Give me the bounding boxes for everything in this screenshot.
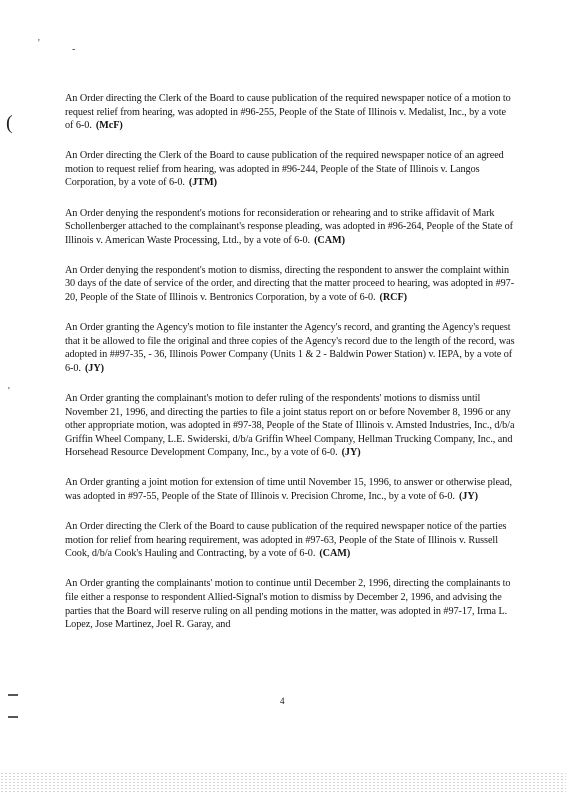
scan-speck: -: [72, 44, 76, 55]
order-paragraph: [65, 321, 515, 375]
order-paragraph: [65, 264, 515, 305]
commissioner-initials: (JY): [84, 362, 104, 374]
paragraph-text: An Order directing the Clerk of the Board to cause publication of the required newspaper notice of the parties motion for relief from hearing requirement, was adopted in #97-63, People of the State of Illinois v. Russell Cook, d/b/a Cook's Hauling and Contracting, by a vote of 6-0.: [65, 521, 507, 560]
paragraph-text: An Order granting a joint motion for extension of time until November 15, 1996, to answer or otherwise plead, was adopted in #97-55, People of the State of Illinois v. Precision Chrome, Inc., by a vote of 6-0.: [65, 477, 512, 503]
paragraph-text: An Order granting the complainants' motion to continue until December 2, 1996, directing the complainants to file either a response to respondent Allied-Signal's motion to dismiss by December 2, 1996, and advising the parties that the Board will reserve ruling on all pending motions in the matter, was adopted in #97-17, Irma L. Lopez, Jose Martinez, Joel R. Garay, and: [65, 578, 511, 631]
page-number: 4: [280, 696, 285, 706]
document-body: [65, 92, 515, 648]
commissioner-initials: (JY): [458, 491, 478, 503]
commissioner-initials: (JY): [341, 447, 361, 459]
paragraph-text: An Order granting the complainant's motion to defer ruling of the respondents' motions to dismiss until November 21, 1996, and directing the parties to file a joint status report on or before November 8, 1996 or any other appropriate motion, was adopted in #97-38, People of the State of Illinois v. Amsted Industries, Inc., d/b/a Griffin Wheel Company, L.E. Swiderski, d/b/a Griffin Wheel Company, Hellman Trucking Company, Inc., and Horsehead Resource Development Company, Inc., by a vote of 6-0.: [65, 393, 515, 459]
scan-noise-strip: [0, 772, 566, 794]
paragraph-text: An Order denying the respondent's motion to dismiss, directing the respondent to answer the complaint within 30 days of the date of service of the order, and directing that the matter proceed to hearing, was adopted in #97-20, People of the State of Illinois v. Bentronics Corporation, by a vote of 6-0.: [65, 264, 515, 304]
order-paragraph: [65, 577, 515, 631]
scan-speck: [8, 716, 18, 718]
scan-speck: ': [38, 38, 40, 49]
paragraph-text: An Order denying the respondent's motions for reconsideration or rehearing and to strike affidavit of Mark Schollenberger attached to the complainant's response pleading, was adopted in #96-264, People of the State of Illinois v. American Waste Processing, Ltd., by a vote of 6-0.: [65, 207, 513, 246]
scan-speck: [8, 694, 18, 696]
order-paragraph: [65, 392, 515, 460]
order-paragraph: [65, 520, 515, 561]
order-paragraph: [65, 476, 515, 503]
commissioner-initials: (CAM): [319, 548, 351, 560]
commissioner-initials: (JTM): [188, 177, 217, 189]
paragraph-text: An Order granting the Agency's motion to file instanter the Agency's record, and granting the Agency's request that it be allowed to file the original and three copies of the Agency's record due to the length of the record, was adopted in ##97-35, - 36, Illinois Power Company (Units 1 & 2 - Baldwin Power Station) v. IEPA, by a vote of 6-0.: [65, 322, 515, 374]
commissioner-initials: (CAM): [314, 234, 345, 246]
margin-paren-mark: (: [6, 112, 13, 134]
paragraph-text: An Order directing the Clerk of the Board to cause publication of the required newspaper notice of an agreed motion to request relief from hearing, was adopted in #96-244, People of the State of Illinois v. Langos Corporation, by a vote of 6-0.: [65, 150, 504, 189]
scan-speck: ': [8, 386, 10, 397]
order-paragraph: [65, 207, 515, 248]
commissioner-initials: (RCF): [379, 292, 408, 304]
paragraph-text: An Order directing the Clerk of the Board to cause publication of the required newspaper notice of a motion to request relief from hearing, was adopted in #96-255, People of the State of Illinois v. Medalist, Inc., by a vote of 6-0.: [65, 93, 511, 132]
order-paragraph: [65, 149, 515, 190]
commissioner-initials: (McF): [95, 120, 123, 132]
order-paragraph: [65, 92, 515, 133]
